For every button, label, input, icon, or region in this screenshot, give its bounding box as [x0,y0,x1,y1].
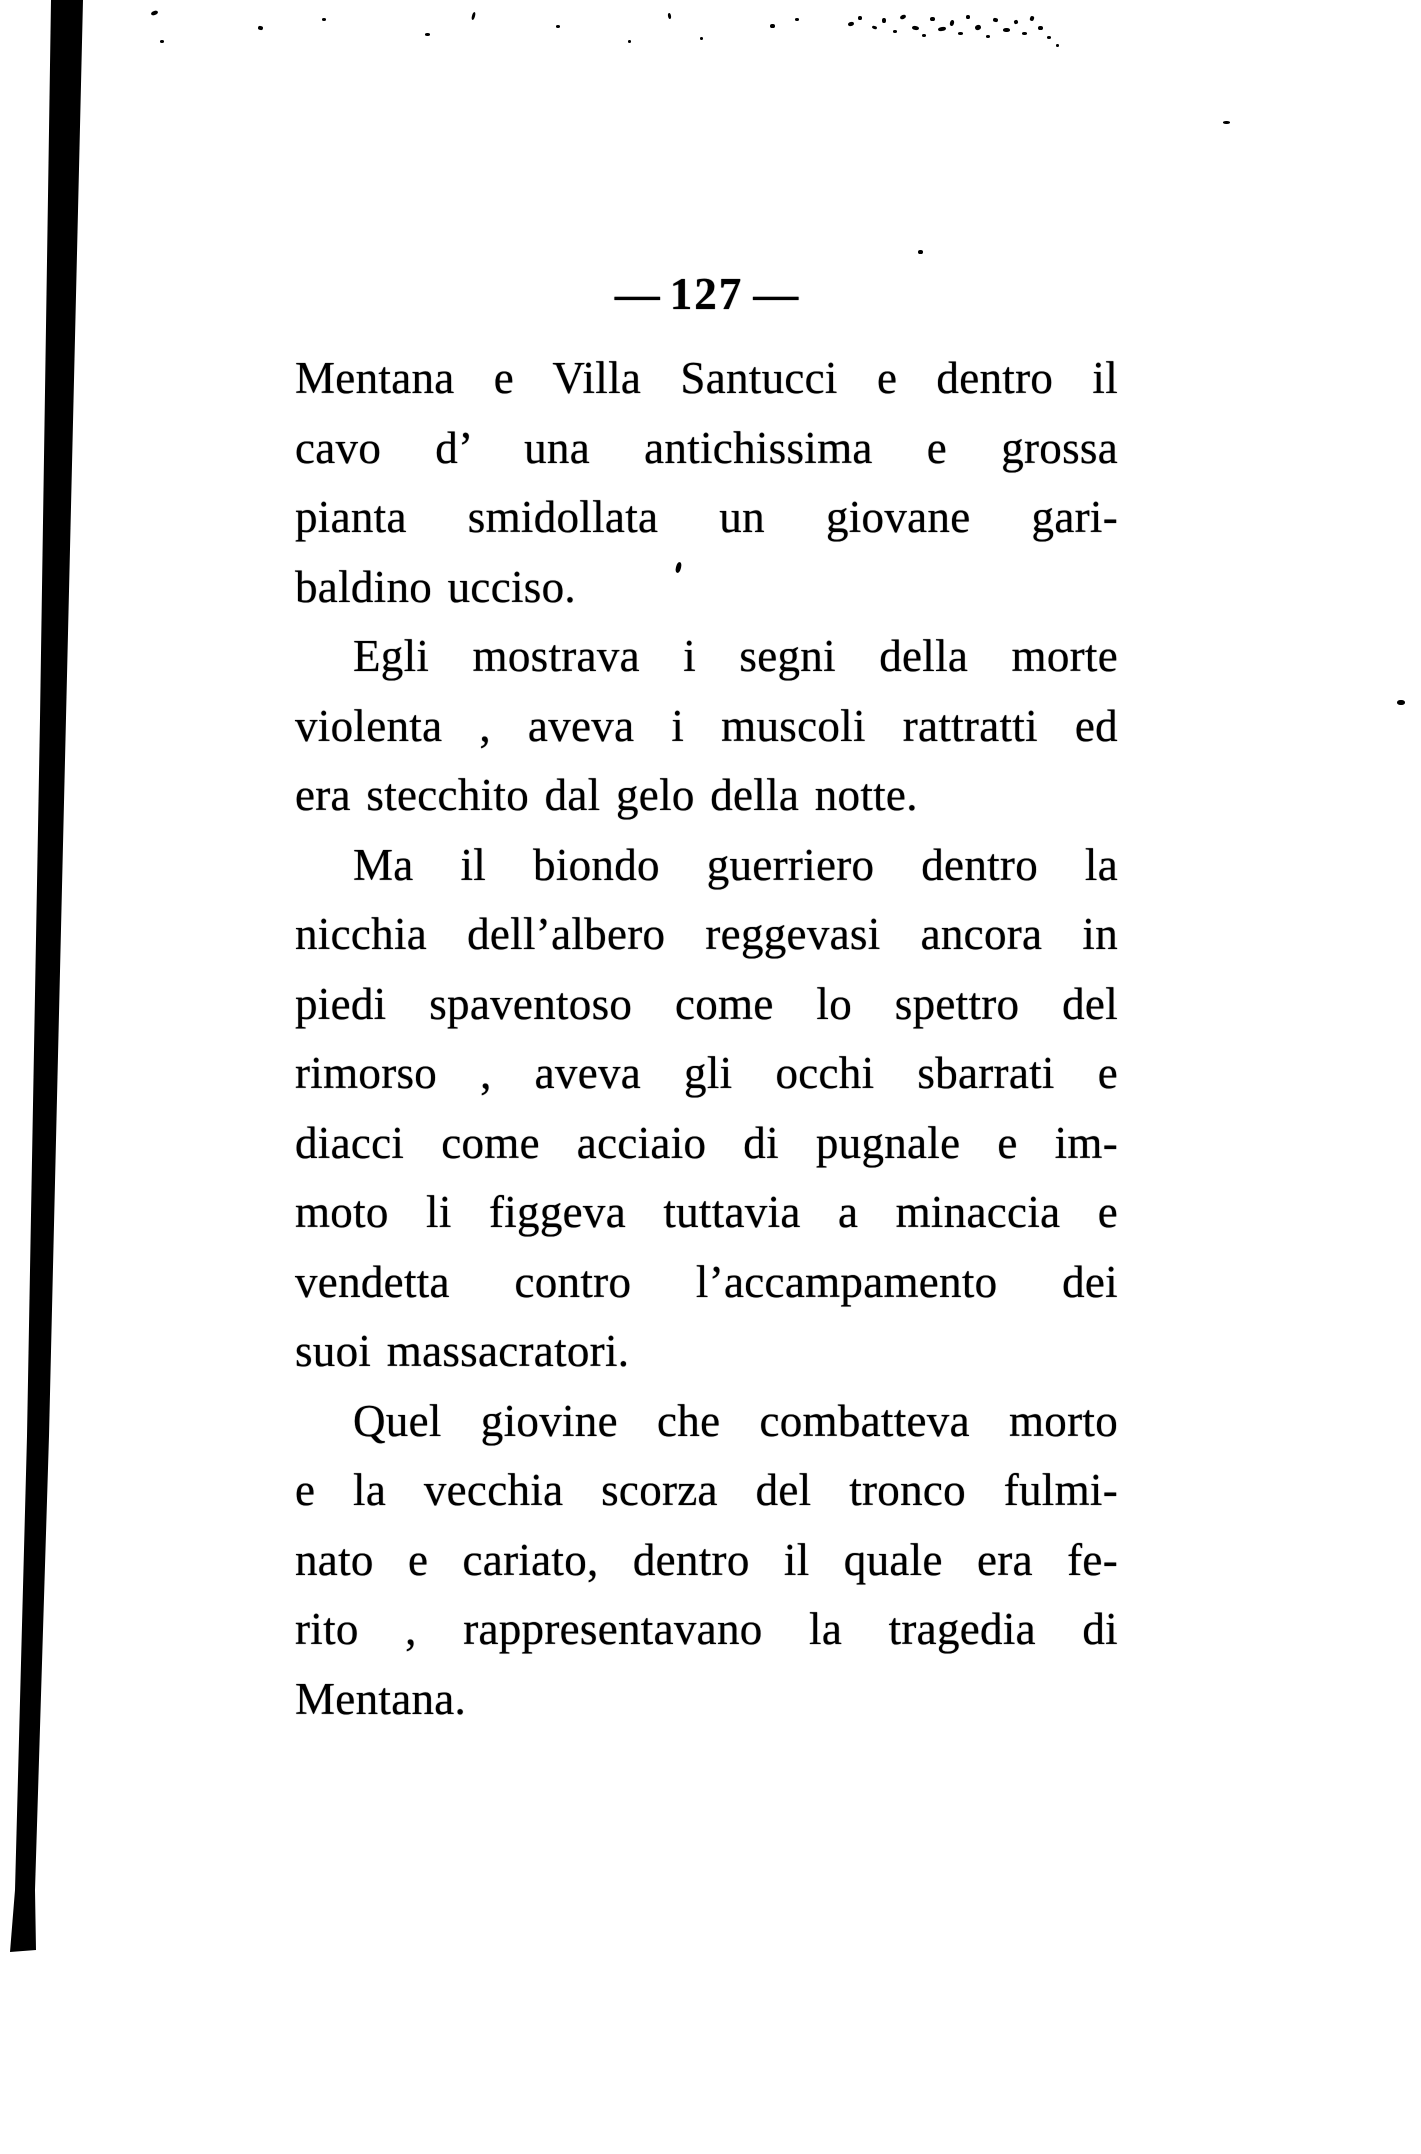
text-line-3: pianta smidollata un giovane gari- [295,492,1118,542]
scan-speck [974,24,981,31]
scan-speck [471,12,476,21]
text-line-5: Egli mostrava i segni della morte [353,631,1118,681]
text-line-18: nato e cariato, dentro il quale era fe- [295,1534,1118,1585]
page-number-left-dash: — [614,269,660,319]
scan-speck [556,25,560,28]
scan-speck [668,13,672,19]
scan-speck [912,25,920,30]
text-line-7: era stecchito dal gelo della notte. [295,770,918,820]
scan-speck [1003,28,1010,32]
scan-speck [930,17,935,21]
scan-speck [700,37,703,40]
text-line-17: e la vecchia scorza del tronco fulmi- [295,1465,1118,1515]
scan-speck [918,250,923,254]
text-line-8: Ma il biondo guerriero dentro la [353,839,1118,890]
page-number-right-dash: — [753,269,799,319]
scan-speck [1056,44,1059,47]
scan-speck [993,18,999,23]
text-line-10: piedi spaventoso come lo spettro del [295,978,1118,1029]
scan-speck [1038,26,1043,30]
text-line-11: rimorso , aveva gli occhi sbarrati e [295,1048,1118,1098]
text-line-12: diacci come acciaio di pugnale e im- [295,1117,1118,1168]
scan-speck [848,21,855,26]
text-line-14: vendetta contro l’accampamento dei [295,1256,1118,1307]
scan-speck [893,30,897,33]
text-line-13: moto li figgeva tuttavia a minaccia e [295,1187,1118,1237]
scan-speck [770,24,775,28]
text-line-1: Mentana e Villa Santucci e dentro il [295,353,1118,403]
scan-speck [1223,121,1230,124]
scan-speck [872,25,878,30]
text-line-16: Quel giovine che combatteva morto [353,1395,1118,1446]
scan-speck [628,40,631,43]
scan-speck [986,35,990,38]
scan-speck [425,33,430,36]
scan-speck [899,14,906,20]
scan-speck [858,16,862,20]
scan-speck [160,40,164,43]
text-line-6: violenta , aveva i muscoli rattratti ed [295,700,1118,751]
body-text [295,344,1118,1734]
scan-speck [1047,36,1051,39]
scan-speck [322,18,326,21]
scan-speck [938,26,947,31]
scan-speck [949,20,954,27]
scan-speck [1397,700,1405,705]
text-line-9: nicchia dell’albero reggevasi ancora in [295,909,1118,959]
scan-speck [1022,32,1027,35]
scan-speck [922,34,926,37]
scan-speck [882,18,886,23]
scan-speck [966,15,970,19]
text-line-2: cavo d’ una antichissima e grossa [295,422,1118,473]
text-line-20: Mentana. [295,1673,467,1724]
scan-speck [1014,20,1019,25]
scan-speck [795,18,799,21]
text-line-19: rito , rappresentavano la tragedia di [295,1604,1118,1654]
scan-speck [958,32,963,35]
scan-speck [1029,15,1034,21]
scan-speck [151,10,159,16]
page-number-value: 127 [669,269,744,319]
scan-speck [258,26,264,31]
text-line-4: baldino ucciso. [295,561,576,612]
text-line-15: suoi massacratori. [295,1326,630,1376]
page-number [295,267,1118,321]
